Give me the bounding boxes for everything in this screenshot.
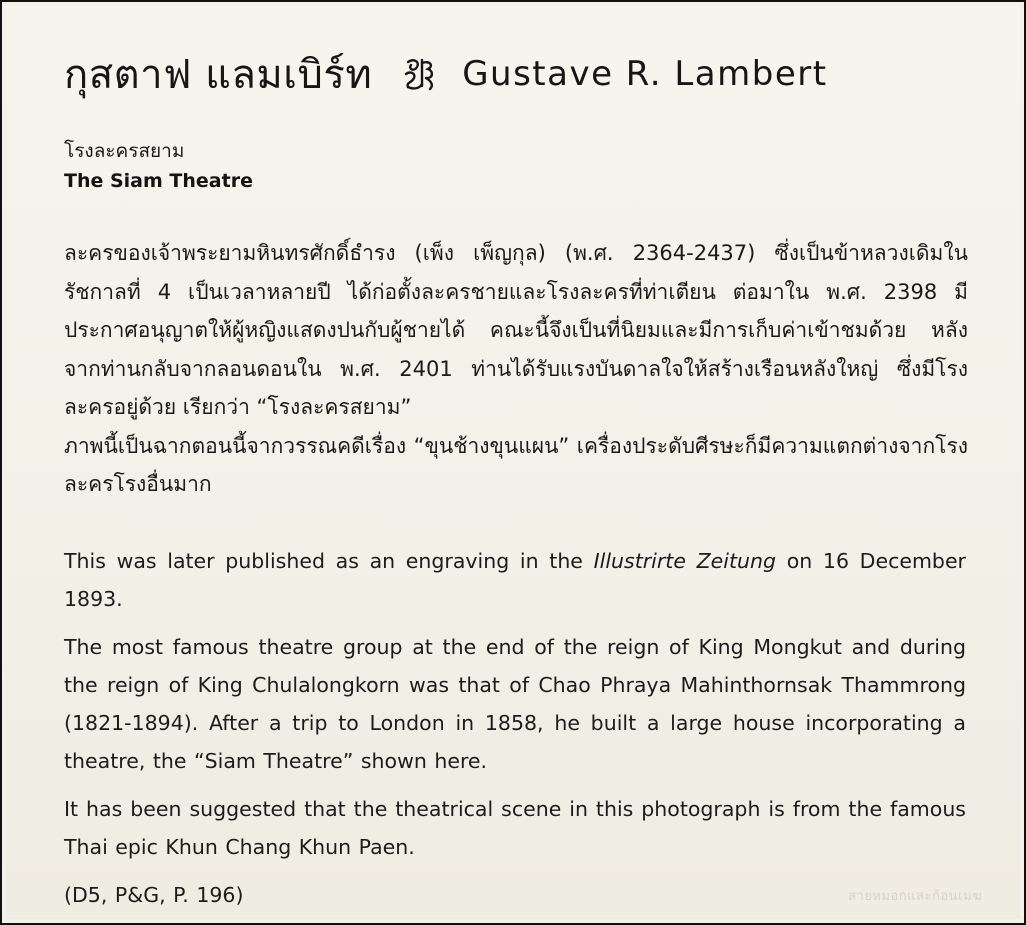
label-panel [6,6,1020,919]
english-description [64,542,966,914]
header [64,42,828,106]
title-thai: กุสตาฟ แลมเบิร์ท [64,52,373,98]
subtitle-english: The Siam Theatre [64,170,253,192]
subtitle-thai: โรงละครสยาม [64,140,185,162]
english-paragraph-3: It has been suggested that the theatrical scene in this photograph is from the famous Thai epic Khun Chang Khun Paen. [64,797,966,859]
thai-paragraph-1: ละครของเจ้าพระยามหินทรศักดิ์ธำรง (เพ็ง เพ็ญกุล) (พ.ศ. 2364-2437) ซึ่งเป็นข้าหลวงเดิมในรัชกาลที่ 4 เป็นเวลาหลายปี ได้ก่อตั้งละครชายและโรงละครที่ท่าเตียน ต่อมาใน พ.ศ. 2398 มีประกาศอนุญาตให้ผู้หญิงแสดงปนกับผู้ชายได้ คณะนี้จึงเป็นที่นิยมและมีการเก็บค่าเข้าชมด้วย หลังจากท่านกลับจากลอนดอนใน พ.ศ. 2401 ท่านได้รับแรงบันดาลใจให้สร้างเรือนหลังใหญ่ ซึ่งมีโรงละครอยู่ด้วย เรียกว่า “โรงละครสยาม” [64,241,968,419]
reference-citation: (D5, P&G, P. 196) [64,883,244,907]
watermark: สายหมอกและก้อนเมฆ [848,889,983,904]
lambert-monogram-icon [400,54,440,94]
english-paragraph-1 [64,542,966,618]
paragraph-1-end: on 16 December 1893. [64,549,966,611]
english-paragraph-2: The most famous theatre group at the end of the reign of King Mongkut and during the reign of King Chulalongkorn was that of Chao Phraya Mahinthornsak Thammrong (1821-1894). After a trip to London in 1858, he built a large house incorporating a theatre, the “Siam Theatre” shown here. [64,635,966,773]
paragraph-1-start: This was later published as an engraving in the [64,549,594,573]
thai-description [64,234,968,504]
title-english: Gustave R. Lambert [462,54,828,94]
publication-title: Illustrirte Zeitung [593,549,777,573]
thai-paragraph-2: ภาพนี้เป็นฉากตอนนี้จากวรรณคดีเรื่อง “ขุนช้างขุนแผน” เครื่องประดับศีรษะก็มีความแตกต่างจากโรงละครโรงอื่นมาก [64,433,968,496]
